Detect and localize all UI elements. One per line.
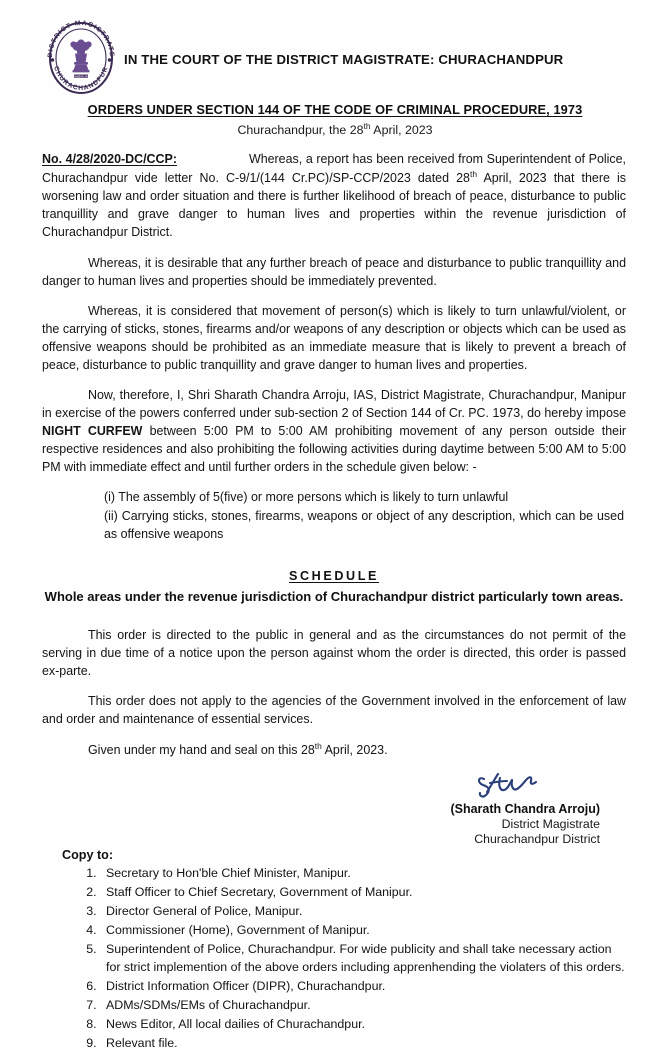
night-curfew-label: NIGHT CURFEW	[42, 423, 143, 438]
place-and-date	[22, 121, 648, 137]
reference-number: No. 4/28/2020-DC/CCP:	[42, 152, 177, 167]
list-item: 4. Commissioner (Home), Government of Manipur.	[100, 922, 626, 940]
schedule-heading: SCHEDULE	[288, 569, 380, 584]
svg-text:CHURACHANDPUR: CHURACHANDPUR	[52, 65, 110, 93]
list-item: 9. Relevant file.	[100, 1035, 626, 1053]
paragraph-1-rest: April, 2023 that there is worsening law and order situation and there is further likelihood of breach of peace, disturbance to public tranquillity and grave danger to human lives and properties within the revenue jurisdiction of Churachandpur District.	[42, 171, 626, 240]
given-under-suffix: April, 2023.	[321, 743, 388, 758]
given-date-ordinal: th	[314, 741, 322, 752]
list-item: 1. Secretary to Hon'ble Chief Minister, Manipur.	[100, 865, 626, 883]
list-item: 3. Director General of Police, Manipur.	[100, 903, 626, 921]
copy-to-section	[42, 848, 626, 1053]
paragraph-exemption: This order does not apply to the agencies of the Government involved in the enforcement of law and order and maintenance of essential services.	[42, 694, 626, 727]
orders-title: ORDERS UNDER SECTION 144 OF THE CODE OF CRIMINAL PROCEDURE, 1973	[87, 102, 583, 117]
order-intro-text: Now, therefore, I, Shri Sharath Chandra Arroju, IAS, District Magistrate, Churachandpur, Manipur in exercise of the powers conferred under sub-section 2 of Section 144 of Cr. PC. 1973, do hereby impose	[42, 387, 626, 420]
prohibited-activities-list	[42, 488, 626, 543]
district-magistrate-seal-icon	[42, 16, 120, 98]
list-item: 8. News Editor, All local dailies of Churachandpur.	[100, 1016, 626, 1034]
order-detail-text: between 5:00 PM to 5:00 AM prohibiting movement of any person outside their respective residences and also prohibiting the following activities during daytime between 5:00 AM to 5:00 PM with immediate effect and until further orders in the schedule given below: -	[42, 423, 626, 474]
given-under-prefix: Given under my hand and seal on this 28	[88, 743, 315, 758]
paragraph-ex-parte: This order is directed to the public in general and as the circumstances do not permit of the serving in due time of a notice upon the person against whom the order is directed, this order is passed ex-parte.	[42, 628, 626, 679]
list-item: 5. Superintendent of Police, Churachandpur. For wide publicity and shall take necessary action for strict implemention of the above orders including apprenhending the violaters of this orders.	[100, 941, 626, 976]
svg-text:DISTRICT MAGISTRATE: DISTRICT MAGISTRATE	[46, 19, 116, 58]
list-item: 6. District Information Officer (DIPR), Churachandpur.	[100, 978, 626, 996]
clause-item-ii: (ii) Carrying sticks, stones, firearms, weapons or object of any description, which can be used as offensive weapons	[104, 509, 624, 542]
document-body	[22, 150, 648, 1053]
paragraph-whereas-report	[42, 150, 626, 241]
place-date-suffix: April, 2023	[370, 123, 433, 138]
paragraph-given-under-hand	[42, 740, 626, 759]
signatory-district: Churachandpur District	[474, 831, 600, 846]
signature-block	[42, 770, 626, 846]
clause-item-i: (i) The assembly of 5(five) or more persons which is likely to turn unlawful	[104, 490, 509, 505]
paragraph-whereas-desirable: Whereas, it is desirable that any further breach of peace and disturbance to public tranquillity and danger to human lives and properties should be immediately prevented.	[42, 255, 626, 288]
list-item: 7. ADMs/SDMs/EMs of Churachandpur.	[100, 997, 626, 1015]
signatory-designation: District Magistrate	[501, 816, 600, 831]
signatory-name: (Sharath Chandra Arroju)	[450, 801, 600, 816]
svg-text:SATYAMEVA JAYATE: SATYAMEVA JAYATE	[68, 75, 94, 79]
date-ordinal-suffix: th	[363, 121, 371, 131]
document-header	[22, 0, 648, 98]
handwritten-signature-icon	[42, 770, 600, 804]
paragraph-1-text: Whereas, a report has been received from Superintendent of Police, Churachandpur vide letter No. C-9/1/(144 Cr.PC)/SP-CCP/2023 dated 28	[42, 152, 626, 186]
court-title: IN THE COURT OF THE DISTRICT MAGISTRATE: CHURACHANDPUR	[124, 51, 564, 67]
schedule-text: Whole areas under the revenue jurisdiction of Churachandpur district particularly town areas.	[44, 589, 624, 605]
paragraph-whereas-considered: Whereas, it is considered that movement of person(s) which is likely to turn unlawful/violent, or the carrying of sticks, stones, firearms and/or weapons of any description or objects which can be used as offensive weapons should be prohibited as an immediate measure that is likely to prevent a breach of peace, disturbance to public tranquillity and grave danger to human lives and properties.	[42, 303, 626, 372]
paragraph-1-ordinal: th	[469, 169, 478, 180]
copy-to-label: Copy to:	[62, 847, 114, 862]
paragraph-now-therefore	[42, 386, 626, 476]
list-item: 2. Staff Officer to Chief Secretary, Government of Manipur.	[100, 884, 626, 902]
copy-to-list	[62, 865, 626, 1053]
place-date-prefix: Churachandpur, the 28	[237, 123, 364, 138]
